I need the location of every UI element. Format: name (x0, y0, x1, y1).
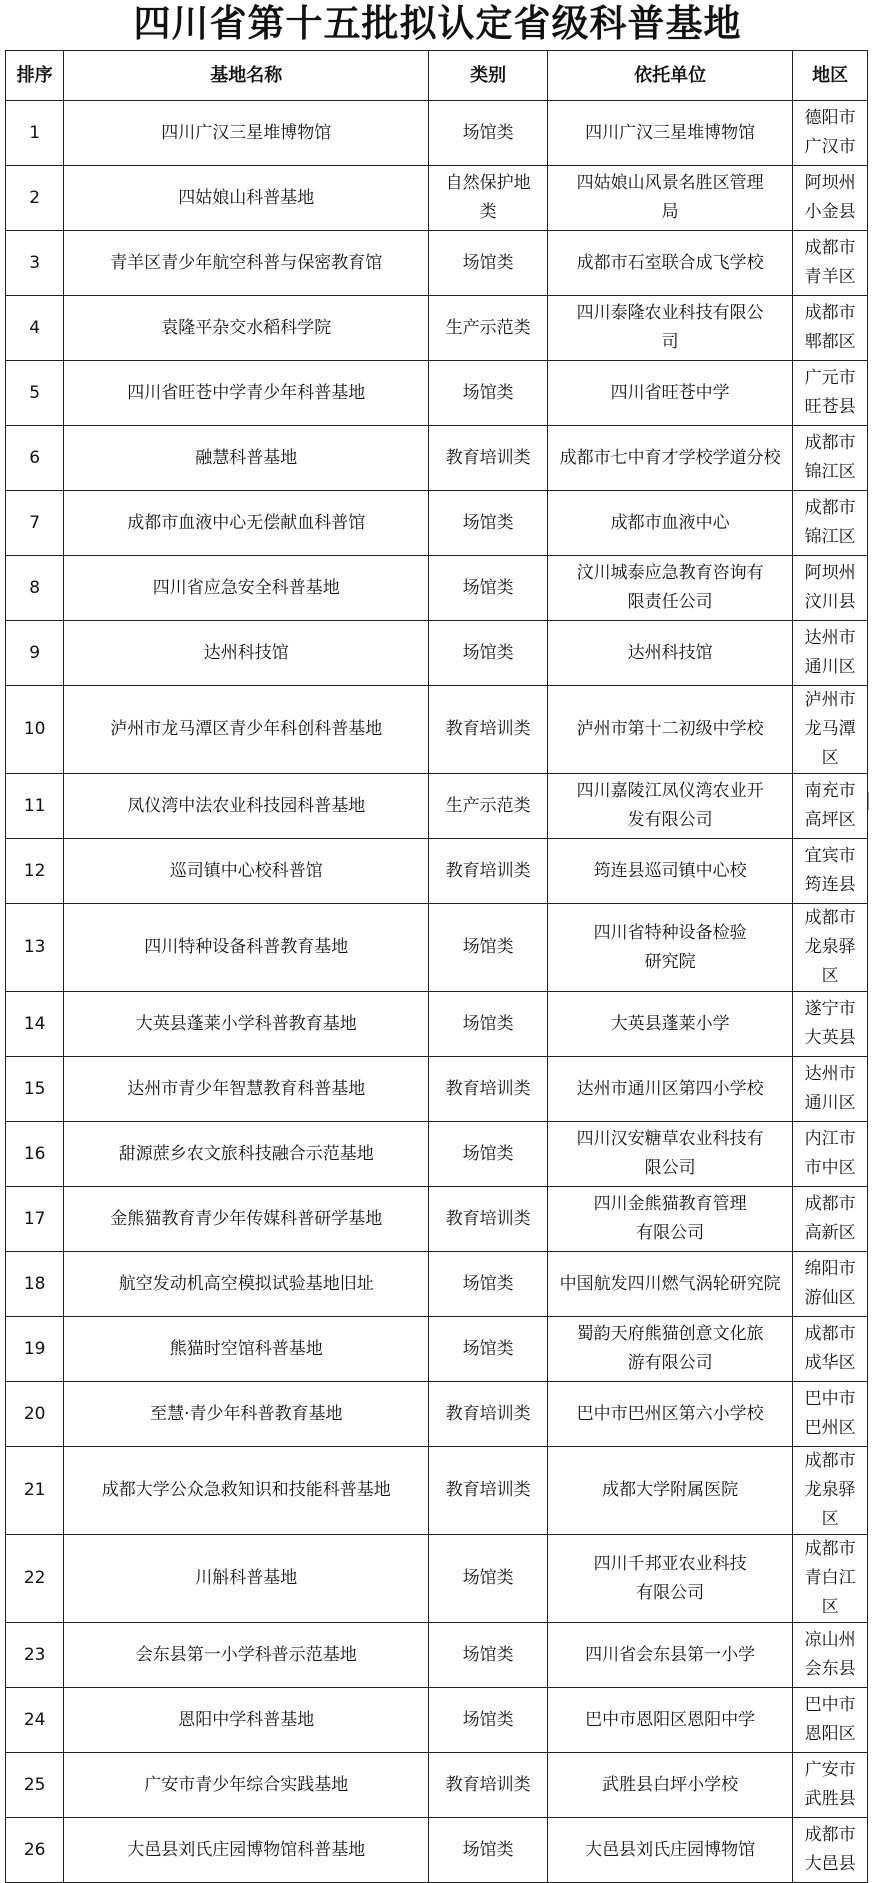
cell-region: 成都市 成华区 (793, 1317, 868, 1382)
cell-category: 教育培训类 (429, 1187, 548, 1252)
table-row (6, 1447, 868, 1535)
table-row (6, 621, 868, 686)
cell-base-name: 融慧科普基地 (64, 426, 429, 491)
table-row (6, 1382, 868, 1447)
header-category: 类别 (429, 51, 548, 101)
cell-rank: 6 (6, 426, 64, 491)
cell-rank: 23 (6, 1623, 64, 1688)
cell-host-unit: 巴中市恩阳区恩阳中学 (547, 1688, 792, 1753)
cell-region: 成都市 龙泉驿区 (793, 904, 868, 992)
table-row (6, 1252, 868, 1317)
cell-category: 教育培训类 (429, 426, 548, 491)
cell-base-name: 大邑县刘氏庄园博物馆科普基地 (64, 1818, 429, 1883)
cell-rank: 19 (6, 1317, 64, 1382)
cell-host-unit: 四川泰隆农业科技有限公 司 (547, 296, 792, 361)
cell-host-unit: 大邑县刘氏庄园博物馆 (547, 1818, 792, 1883)
header-region: 地区 (793, 51, 868, 101)
cell-region: 广元市 旺苍县 (793, 361, 868, 426)
cell-category: 场馆类 (429, 491, 548, 556)
cell-host-unit: 达州科技馆 (547, 621, 792, 686)
cell-region: 南充市 高坪区 (793, 774, 868, 839)
cell-rank: 20 (6, 1382, 64, 1447)
cell-base-name: 凤仪湾中法农业科技园科普基地 (64, 774, 429, 839)
cell-category: 教育培训类 (429, 1057, 548, 1122)
cell-base-name: 会东县第一小学科普示范基地 (64, 1623, 429, 1688)
table-row (6, 904, 868, 992)
table-row (6, 992, 868, 1057)
cell-rank: 10 (6, 686, 64, 774)
table-row (6, 1623, 868, 1688)
cell-host-unit: 武胜县白坪小学校 (547, 1753, 792, 1818)
cell-category: 教育培训类 (429, 1382, 548, 1447)
cell-base-name: 大英县蓬莱小学科普教育基地 (64, 992, 429, 1057)
cell-host-unit: 四川省会东县第一小学 (547, 1623, 792, 1688)
cell-category: 场馆类 (429, 992, 548, 1057)
table-row (6, 1187, 868, 1252)
table-row (6, 686, 868, 774)
cell-category: 场馆类 (429, 904, 548, 992)
cell-base-name: 甜源蔗乡农文旅科技融合示范基地 (64, 1122, 429, 1187)
cell-region: 阿坝州 小金县 (793, 166, 868, 231)
cell-rank: 13 (6, 904, 64, 992)
cell-category: 场馆类 (429, 1122, 548, 1187)
cell-base-name: 航空发动机高空模拟试验基地旧址 (64, 1252, 429, 1317)
table-row (6, 1818, 868, 1883)
cell-base-name: 四川省应急安全科普基地 (64, 556, 429, 621)
cell-rank: 15 (6, 1057, 64, 1122)
cell-base-name: 四川省旺苍中学青少年科普基地 (64, 361, 429, 426)
cell-category: 生产示范类 (429, 774, 548, 839)
cell-category: 场馆类 (429, 621, 548, 686)
cell-host-unit: 四川金熊猫教育管理 有限公司 (547, 1187, 792, 1252)
header-rank: 排序 (6, 51, 64, 101)
header-host-unit: 依托单位 (547, 51, 792, 101)
cell-base-name: 达州市青少年智慧教育科普基地 (64, 1057, 429, 1122)
cell-category: 教育培训类 (429, 839, 548, 904)
table-row (6, 556, 868, 621)
cell-category: 场馆类 (429, 101, 548, 166)
cell-host-unit: 四川省旺苍中学 (547, 361, 792, 426)
table-row (6, 231, 868, 296)
cell-rank: 11 (6, 774, 64, 839)
cell-region: 凉山州 会东县 (793, 1623, 868, 1688)
cell-rank: 14 (6, 992, 64, 1057)
cell-rank: 3 (6, 231, 64, 296)
cell-host-unit: 成都市七中育才学校学道分校 (547, 426, 792, 491)
cell-rank: 1 (6, 101, 64, 166)
cell-rank: 22 (6, 1535, 64, 1623)
cell-region: 成都市 青羊区 (793, 231, 868, 296)
cell-host-unit: 泸州市第十二初级中学校 (547, 686, 792, 774)
table-row (6, 1317, 868, 1382)
cell-host-unit: 四川千邦亚农业科技 有限公司 (547, 1535, 792, 1623)
cell-category: 教育培训类 (429, 1753, 548, 1818)
margin-mark (868, 792, 875, 810)
table-row (6, 101, 868, 166)
cell-rank: 16 (6, 1122, 64, 1187)
cell-base-name: 至慧·青少年科普教育基地 (64, 1382, 429, 1447)
cell-region: 成都市 高新区 (793, 1187, 868, 1252)
cell-rank: 4 (6, 296, 64, 361)
cell-region: 成都市 锦江区 (793, 491, 868, 556)
cell-rank: 8 (6, 556, 64, 621)
cell-host-unit: 筠连县巡司镇中心校 (547, 839, 792, 904)
cell-region: 成都市 青白江区 (793, 1535, 868, 1623)
cell-rank: 9 (6, 621, 64, 686)
cell-base-name: 川斛科普基地 (64, 1535, 429, 1623)
table-row (6, 296, 868, 361)
cell-host-unit: 四川汉安糖草农业科技有 限公司 (547, 1122, 792, 1187)
cell-region: 宜宾市 筠连县 (793, 839, 868, 904)
cell-host-unit: 四川嘉陵江凤仪湾农业开 发有限公司 (547, 774, 792, 839)
cell-category: 场馆类 (429, 1688, 548, 1753)
cell-region: 绵阳市 游仙区 (793, 1252, 868, 1317)
cell-category: 教育培训类 (429, 1447, 548, 1535)
table-row (6, 1753, 868, 1818)
cell-host-unit: 成都大学附属医院 (547, 1447, 792, 1535)
table-row (6, 1122, 868, 1187)
cell-category: 场馆类 (429, 231, 548, 296)
table-row (6, 1535, 868, 1623)
cell-rank: 18 (6, 1252, 64, 1317)
page-title: 四川省第十五批拟认定省级科普基地 (133, 2, 742, 45)
cell-category: 场馆类 (429, 556, 548, 621)
cell-region: 成都市 龙泉驿区 (793, 1447, 868, 1535)
cell-category: 场馆类 (429, 1818, 548, 1883)
table-row (6, 1688, 868, 1753)
cell-category: 场馆类 (429, 1252, 548, 1317)
cell-rank: 25 (6, 1753, 64, 1818)
cell-base-name: 四川特种设备科普教育基地 (64, 904, 429, 992)
cell-category: 场馆类 (429, 1535, 548, 1623)
cell-rank: 24 (6, 1688, 64, 1753)
table-row (6, 491, 868, 556)
cell-rank: 17 (6, 1187, 64, 1252)
cell-region: 成都市 郫都区 (793, 296, 868, 361)
cell-region: 巴中市 恩阳区 (793, 1688, 868, 1753)
cell-region: 内江市 市中区 (793, 1122, 868, 1187)
cell-host-unit: 四姑娘山风景名胜区管理 局 (547, 166, 792, 231)
cell-region: 遂宁市 大英县 (793, 992, 868, 1057)
cell-base-name: 青羊区青少年航空科普与保密教育馆 (64, 231, 429, 296)
cell-host-unit: 大英县蓬莱小学 (547, 992, 792, 1057)
cell-host-unit: 成都市血液中心 (547, 491, 792, 556)
cell-rank: 21 (6, 1447, 64, 1535)
cell-region: 达州市 通川区 (793, 621, 868, 686)
cell-rank: 2 (6, 166, 64, 231)
cell-region: 成都市 大邑县 (793, 1818, 868, 1883)
cell-base-name: 袁隆平杂交水稻科学院 (64, 296, 429, 361)
table-row (6, 1057, 868, 1122)
cell-base-name: 恩阳中学科普基地 (64, 1688, 429, 1753)
cell-base-name: 泸州市龙马潭区青少年科创科普基地 (64, 686, 429, 774)
cell-base-name: 成都大学公众急救知识和技能科普基地 (64, 1447, 429, 1535)
table-row (6, 426, 868, 491)
cell-base-name: 达州科技馆 (64, 621, 429, 686)
cell-host-unit: 汶川城泰应急教育咨询有 限责任公司 (547, 556, 792, 621)
cell-region: 德阳市 广汉市 (793, 101, 868, 166)
cell-host-unit: 成都市石室联合成飞学校 (547, 231, 792, 296)
cell-region: 巴中市 巴州区 (793, 1382, 868, 1447)
cell-region: 达州市 通川区 (793, 1057, 868, 1122)
cell-base-name: 四姑娘山科普基地 (64, 166, 429, 231)
cell-base-name: 广安市青少年综合实践基地 (64, 1753, 429, 1818)
cell-region: 泸州市 龙马潭区 (793, 686, 868, 774)
cell-base-name: 四川广汉三星堆博物馆 (64, 101, 429, 166)
header-base-name: 基地名称 (64, 51, 429, 101)
cell-host-unit: 四川广汉三星堆博物馆 (547, 101, 792, 166)
cell-rank: 5 (6, 361, 64, 426)
table-row (6, 361, 868, 426)
table-header-row (6, 51, 868, 101)
cell-base-name: 成都市血液中心无偿献血科普馆 (64, 491, 429, 556)
cell-base-name: 巡司镇中心校科普馆 (64, 839, 429, 904)
cell-base-name: 金熊猫教育青少年传媒科普研学基地 (64, 1187, 429, 1252)
table-row (6, 166, 868, 231)
cell-region: 广安市 武胜县 (793, 1753, 868, 1818)
cell-region: 阿坝州 汶川县 (793, 556, 868, 621)
cell-category: 场馆类 (429, 361, 548, 426)
cell-category: 自然保护地 类 (429, 166, 548, 231)
science-base-table (5, 50, 868, 1883)
cell-rank: 12 (6, 839, 64, 904)
table-body (6, 101, 868, 1883)
cell-region: 成都市 锦江区 (793, 426, 868, 491)
cell-category: 场馆类 (429, 1317, 548, 1382)
cell-category: 教育培训类 (429, 686, 548, 774)
cell-category: 生产示范类 (429, 296, 548, 361)
cell-host-unit: 达州市通川区第四小学校 (547, 1057, 792, 1122)
cell-host-unit: 中国航发四川燃气涡轮研究院 (547, 1252, 792, 1317)
table-row (6, 774, 868, 839)
cell-host-unit: 巴中市巴州区第六小学校 (547, 1382, 792, 1447)
cell-rank: 7 (6, 491, 64, 556)
cell-base-name: 熊猫时空馆科普基地 (64, 1317, 429, 1382)
cell-category: 场馆类 (429, 1623, 548, 1688)
cell-host-unit: 蜀韵天府熊猫创意文化旅 游有限公司 (547, 1317, 792, 1382)
cell-host-unit: 四川省特种设备检验 研究院 (547, 904, 792, 992)
table-row (6, 839, 868, 904)
cell-rank: 26 (6, 1818, 64, 1883)
